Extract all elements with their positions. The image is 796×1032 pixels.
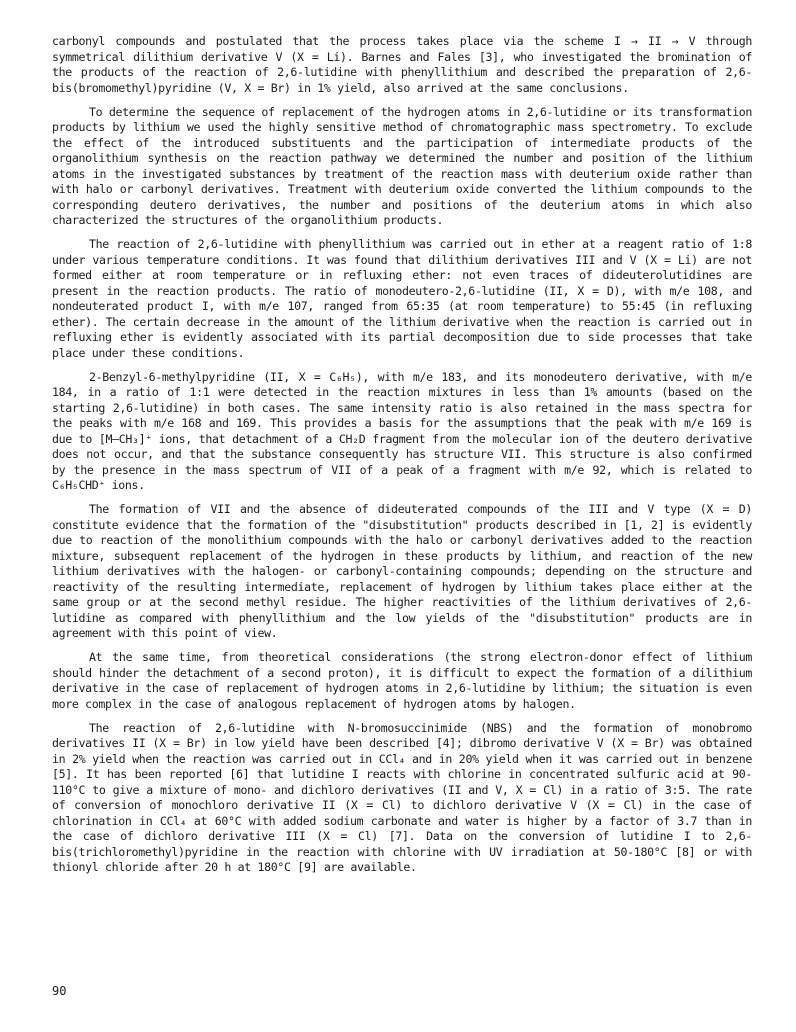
paragraph-7: The reaction of 2,6-lutidine with N-bromosuccinimide (NBS) and the formation of monobromo derivatives II (X = Br) in low yield have been described [4]; dibromo derivative V (X = Br) was obtained in 2% yield when the reaction was carried out in CCl₄ and in 20% yield when it was carried out in benzene [5]. It has been reported [6] that lutidine I reacts with chlorine in concentrated sulfuric acid at 90-110°C to give a mixture of mono- and dichloro derivatives (II and V, X = Cl) in a ratio of 3:5. The rate of conversion of monochloro derivative II (X = Cl) to dichloro derivative V (X = Cl) in the case of chlorination in CCl₄ at 60°C with added sodium carbonate and water is higher by a factor of 3.7 than in the case of dichloro derivative III (X = Cl) [7]. Data on the conversion of lutidine I to 2,6-bis(trichloromethyl)pyridine in the reaction with chlorine with UV irradiation at 50-180°C [8] or with thionyl chloride after 20 h at 180°C [9] are available. [52,720,752,874]
article-body [52,34,752,884]
paragraph-3: The reaction of 2,6-lutidine with phenyllithium was carried out in ether at a reagent ratio of 1:8 under various temperature conditions. It was found that dilithium derivatives III and V (X = Li) are not formed either at room temperature or in refluxing ether: not even traces of dideuterolutidines are present in the reaction products. The ratio of monodeutero-2,6-lutidine (II, X = D), with m/e 108, and nondeuterated product I, with m/e 107, ranged from 65:35 (at room temperature) to 55:45 (in refluxing ether). The certain decrease in the amount of the lithium derivative when the reaction is carried out in refluxing ether is evidently associated with its partial decomposition due to side processes that take place under these conditions. [52,237,752,360]
page-number: 90 [52,984,67,998]
paragraph-6: At the same time, from theoretical considerations (the strong electron-donor effect of lithium should hinder the detachment of a second proton), it is difficult to expect the formation of a dilithium derivative in the case of replacement of hydrogen atoms in 2,6-lutidine by lithium; the situation is even more complex in the case of analogous replacement of hydrogen atoms by halogen. [52,650,752,711]
paragraph-1: carbonyl compounds and postulated that the process takes place via the scheme I → II → V through symmetrical dilithium derivative V (X = Li). Barnes and Fales [3], who investigated the bromination of the products of the reaction of 2,6-lutidine with phenyllithium and described the preparation of 2,6-bis(bromomethyl)pyridine (V, X = Br) in 1% yield, also arrived at the same conclusions. [52,34,752,95]
paragraph-5: The formation of VII and the absence of dideuterated compounds of the III and V type (X = D) constitute evidence that the formation of the "disubstitution" products described in [1, 2] is evidently due to reaction of the monolithium compounds with the halo or carbonyl derivatives added to the reaction mixture, subsequent replacement of the hydrogen in these products by lithium, and reaction of the new lithium derivatives with the halogen- or carbonyl-containing compounds; depending on the structure and reactivity of the resulting intermediate, replacement of hydrogen by lithium takes place either at the same group or at the second methyl residue. The higher reactivities of the lithium derivatives of 2,6-lutidine as compared with phenyllithium and the low yields of the "disubstitution" products are in agreement with this point of view. [52,502,752,640]
paragraph-4: 2-Benzyl-6-methylpyridine (II, X = C₆H₅), with m/e 183, and its monodeutero derivative, with m/e 184, in a ratio of 1:1 were detected in the reaction mixtures in less than 1% amounts (based on the starting 2,6-lutidine) in both cases. The same intensity ratio is also retained in the mass spectra for the peaks with m/e 168 and 169. This provides a basis for the assumptions that the peak with m/e 169 is due to [M–CH₃]⁺ ions, that detachment of a CH₂D fragment from the molecular ion of the deutero derivative does not occur, and that the substance consequently has structure VII. This structure is also confirmed by the presence in the mass spectrum of VII of a peak of a fragment with m/e 92, which is related to C₆H₅CHD⁺ ions. [52,369,752,492]
paragraph-2: To determine the sequence of replacement of the hydrogen atoms in 2,6-lutidine or its transformation products by lithium we used the highly sensitive method of chromatographic mass spectrometry. To exclude the effect of the introduced substituents and the participation of intermediate products of the organolithium synthesis on the reaction pathway we determined the number and position of the lithium atoms in the investigated substances by treatment of the reaction mass with deuterium oxide rather than with halo or carbonyl derivatives. Treatment with deuterium oxide converted the lithium compounds to the corresponding deutero derivatives, the number and positions of the deuterium atoms in which also characterized the structures of the organolithium products. [52,104,753,227]
